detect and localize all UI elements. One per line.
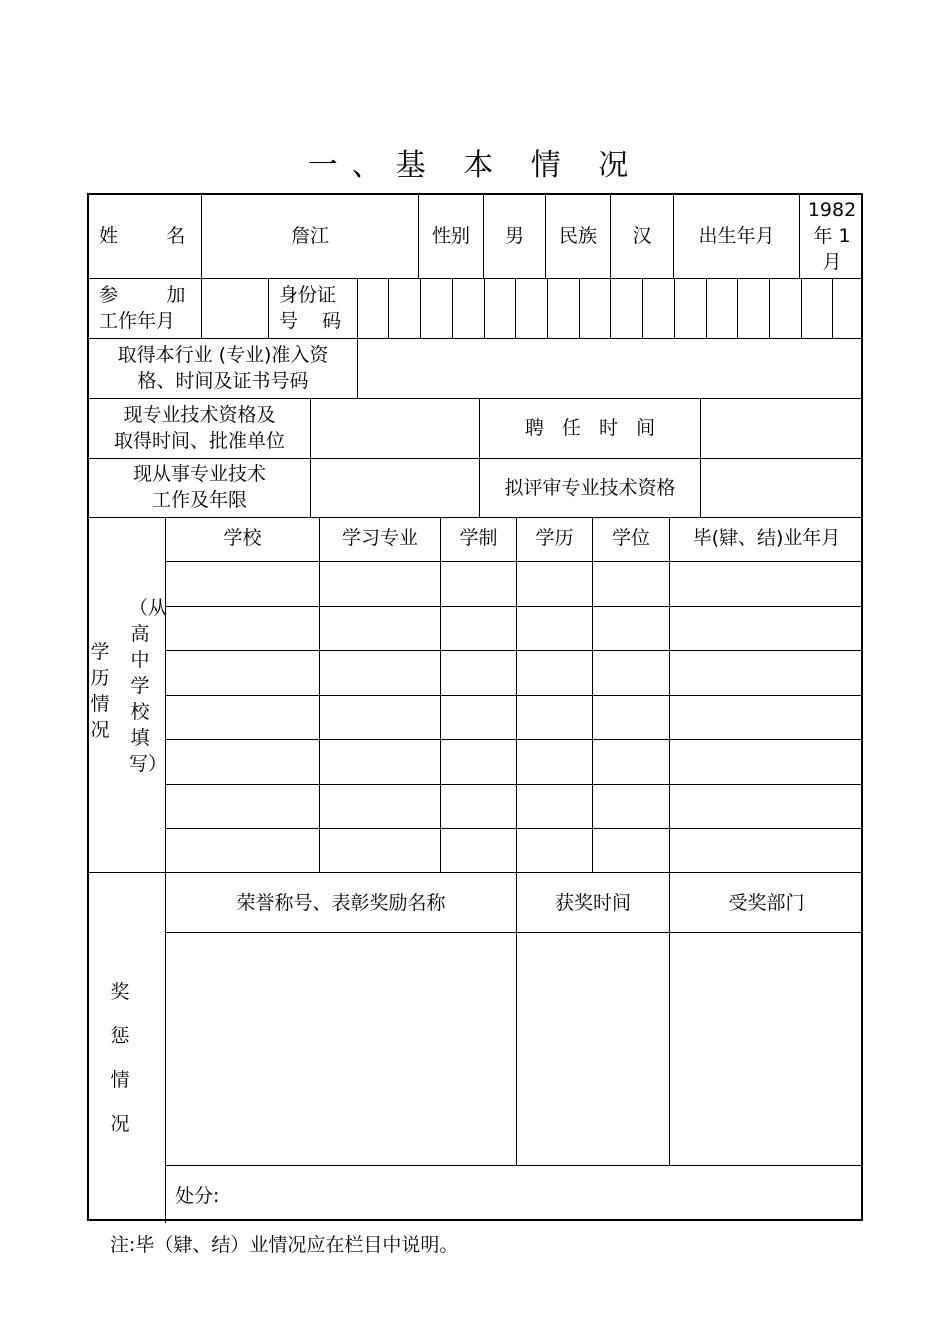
award-header-time: 获奖时间 <box>554 892 631 914</box>
award-row-divider <box>165 932 863 933</box>
id-digit-divider <box>515 278 516 338</box>
id-digit-divider <box>642 278 643 338</box>
row-divider <box>89 458 863 459</box>
edu-row-divider <box>165 739 863 740</box>
edu-header-major: 学习专业 <box>341 527 418 549</box>
row-divider <box>89 278 863 279</box>
edu-header-school: 学校 <box>223 527 262 549</box>
id-digit-divider <box>801 278 802 338</box>
id-digit-divider <box>769 278 770 338</box>
edu-header-length: 学制 <box>459 527 498 549</box>
id-digit-divider <box>484 278 485 338</box>
col-divider <box>440 517 441 872</box>
row-divider <box>89 872 863 873</box>
awards-section-label <box>109 970 131 1146</box>
page-title: 一、基 本 情 况 <box>307 148 643 183</box>
award-header-name: 荣誉称号、表彰奖励名称 <box>236 892 446 914</box>
education-section-label: 学历情况 <box>90 641 110 741</box>
edu-row-divider <box>165 650 863 651</box>
id-digit-divider <box>579 278 580 338</box>
hire-time-label: 聘 任 时 间 <box>524 417 656 439</box>
id-digit-divider <box>737 278 738 338</box>
id-digit-divider <box>610 278 611 338</box>
footnote: 注:毕（肄、结）业情况应在栏目中说明。 <box>110 1234 459 1256</box>
id-digit-divider <box>547 278 548 338</box>
current-work-label-2: 工作及年限 <box>151 489 247 511</box>
edu-row-divider <box>165 606 863 607</box>
col-divider <box>592 517 593 872</box>
edu-row-divider <box>165 695 863 696</box>
id-digit-divider <box>420 278 421 338</box>
tech-qualification-label: 现专业技术资格及 <box>123 404 276 426</box>
ethnicity-value: 汉 <box>632 225 652 247</box>
gender-value: 男 <box>504 225 524 247</box>
col-divider <box>268 278 269 338</box>
qualification-label: 取得本行业 (专业)准入资 <box>117 344 329 366</box>
col-divider <box>165 517 166 1223</box>
award-row-divider <box>165 1165 863 1166</box>
id-digit-divider <box>452 278 453 338</box>
col-divider <box>516 517 517 872</box>
birth-value-line1: 1982 <box>807 199 857 221</box>
basic-info-form <box>87 193 863 1221</box>
work-start-label: 参 加 <box>99 284 186 306</box>
edu-row-divider <box>165 561 863 562</box>
edu-header-degree: 学位 <box>611 527 650 549</box>
current-work-label: 现从事专业技术 <box>132 463 266 485</box>
work-start-label-2: 工作年月 <box>99 310 176 332</box>
apply-qualification-label: 拟评审专业技术资格 <box>504 477 676 499</box>
col-divider <box>310 398 311 517</box>
birth-label: 出生年月 <box>698 225 775 247</box>
id-digit-divider <box>706 278 707 338</box>
row-divider <box>89 517 863 518</box>
award-header-dept: 受奖部门 <box>728 892 805 914</box>
col-divider <box>357 278 358 338</box>
id-number-label-2: 号 码 <box>279 310 342 332</box>
col-divider <box>669 517 670 872</box>
awards-section-label-text: 奖惩情况 <box>110 981 130 1135</box>
edu-row-divider <box>165 784 863 785</box>
tech-qualification-label-2: 取得时间、批准单位 <box>113 430 285 452</box>
gender-label: 性别 <box>431 225 470 247</box>
id-digit-divider <box>674 278 675 338</box>
ethnicity-label: 民族 <box>558 225 597 247</box>
col-divider <box>201 278 202 338</box>
row-divider <box>89 338 863 339</box>
birth-value-line2: 年 1 <box>813 225 851 247</box>
col-divider <box>700 398 701 517</box>
col-divider <box>357 338 358 398</box>
id-digit-divider <box>388 278 389 338</box>
edu-row-divider <box>165 828 863 829</box>
edu-header-graduation: 毕(肄、结)业年月 <box>692 527 841 549</box>
name-value: 詹江 <box>290 225 329 247</box>
birth-value-line3: 月 <box>822 251 842 273</box>
id-digit-divider <box>832 278 833 338</box>
row-divider <box>89 398 863 399</box>
edu-header-degree-level: 学历 <box>535 527 574 549</box>
col-divider <box>319 517 320 872</box>
id-number-label: 身份证 <box>279 284 337 306</box>
punishment-label: 处分: <box>175 1185 220 1207</box>
qualification-label-2: 格、时间及证书号码 <box>137 370 309 392</box>
education-section-note: （从高中学校填写） <box>129 597 168 775</box>
name-label: 姓 名 <box>99 225 186 247</box>
